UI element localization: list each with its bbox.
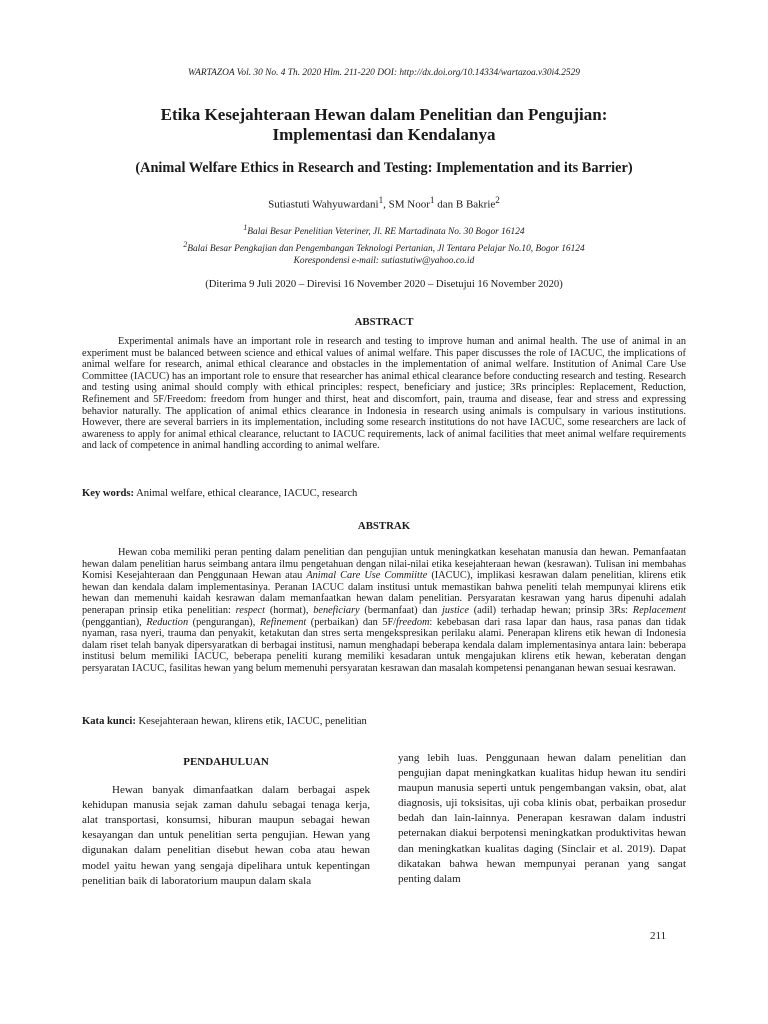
affiliation-1 [60,222,708,239]
abstrak-segment: (IACUC), implikasi kesrawan dalam penelitian, klirens etik hewan dan kendala dalam implementasinya. Peranan IACUC dalam institusi untuk memastikan bahwa peneliti telah mempunyai klirens etik hewan dan memenuhi kaidah kesrawan dalam memanfaatkan hewan dalam penelitian. Persyaratan kesrawan yang harus dipenuhi adalah penerapan prinsip etika penelitian: [82,570,686,616]
abstract-text [82,336,686,452]
abstrak-segment: (penggantian), [82,616,147,628]
abstrak-segment: Hewan coba memiliki peran penting dalam penelitian dan pengujian untuk meningkatkan kesehatan manusia dan hewan. Pemanfaatan hewan dalam penelitian harus seimbang antara ilmu pengetahuan dengan nilai-nilai etika kesejahteraan hewan (kesrawan). Tulisan ini membahas Komisi Kesejahteraan dan Penggunaan Hewan atau [82,547,686,582]
correspondence-email: Korespondensi e-mail: sutiastutiw@yahoo.co.id [293,256,475,267]
intro-right-column [398,751,686,887]
abstrak-italic-term: Replacement [632,604,686,616]
keywords [82,488,686,499]
abstrak-italic-term: Animal Care Use Commiitte [306,570,428,582]
author-affiliation-mark: 2 [495,195,500,205]
abstrak-italic-term: justice [442,604,469,616]
kata-kunci-label: Kata kunci: [82,716,136,727]
affiliation-mark: 1 [243,223,248,232]
page-number: 211 [650,930,667,942]
kata-kunci [82,716,686,727]
author-name: Sutiastuti Wahyuwardani [268,198,379,211]
abstrak-segment: (bermanfaat) dan [359,604,443,616]
affiliation-mark: 2 [183,239,188,249]
abstrak-italic-term: Reduction [146,616,189,628]
article-subtitle: (Animal Welfare Ethics in Research and Testing: Implementation and its Barrier) [135,160,633,176]
abstrak-italic-term: beneficiary [313,604,360,616]
abstract-paragraph: Experimental animals have an important role in research and testing to improve human and animal health. The use of animal in an experiment must be balanced between science and ethical values of animal welfare. This paper discusses the role of IACUC, the implications of animal welfare for research, animal ethical clearance and obstacles in the implementation of animal welfare. Institution of Animal Care Use Committee (IACUC) has an important role to ensure that researcher has animal ethical clearance before conducting research and testing. Research and testing using animal should comply with ethical principles: respect, beneficiary and justice; 3Rs principles: Replacement, Reduction, Refinement and 5F/Freedom: freedom from hunger and thirst, heat and discomfort, pain, trauma and disease, fear and stress and expressing behavior naturally. The application of animal ethics clearance in Indonesia in research using animals is compulsary in various institutions. However, there are several barriers in its implementation, including some research institutions do not have IACUC, some researchers are lack of awareness to apply for animal ethical clearance, reluctant to IACUC requirements, lack of animal facilities that meet animal welfare requirements and lack of competence in animal handling according to animal welfare. [82,336,686,452]
author-affiliation-mark: 1 [378,195,384,205]
abstract-heading: ABSTRACT [354,316,414,328]
abstrak-text [82,547,686,675]
kata-kunci-values: Kesejahteraan hewan, klirens etik, IACUC, penelitian [135,716,367,727]
intro-left-column [82,752,370,889]
intro-paragraph: Hewan banyak dimanfaatkan dalam berbagai aspek kehidupan manusia sejak zaman dahulu sebagai tenaga kerja, alat transportasi, konsumsi, hiburan maupun sebagai hewan kesayangan dan untuk penelitian serta pengujian. Hewan yang digunakan dalam penelitian disebut hewan coba atau hewan model yaitu hewan yang sengaja dipelihara untuk kepentingan penelitian baik di laboratorium maupun dalam skala [82,784,370,887]
affiliation-2 [60,239,708,256]
abstrak-italic-term: respect [235,604,265,616]
author-separator: dan [434,198,456,211]
keywords-values: Animal welfare, ethical clearance, IACUC, research [134,488,358,499]
abstrak-segment: (hormat), [265,604,314,616]
submission-dates: (Diterima 9 Juli 2020 – Direvisi 16 November 2020 – Disetujui 16 November 2020) [205,279,563,290]
journal-reference: WARTAZOA Vol. 30 No. 4 Th. 2020 Hlm. 211-220 DOI: http://dx.doi.org/10.14334/wartazoa.v30i4.2529 [188,68,580,78]
abstrak-italic-term: Refinement [259,616,307,628]
abstrak-heading: ABSTRAK [357,520,411,532]
affiliation-text: Balai Besar Pengkajian dan Pengembangan Teknologi Pertanian, Jl Tentara Pelajar No.10, Bogor 16124 [187,243,585,254]
abstrak-italic-term: freedom [396,616,430,628]
author-separator: , [383,198,389,211]
abstrak-segment: (adil) terhadap hewan; prinsip 3Rs: [468,604,633,616]
affiliation-text: Balai Besar Penelitian Veteriner, Jl. RE Martadinata No. 30 Bogor 16124 [247,227,525,238]
author-list [0,195,768,211]
author-name: B Bakrie [455,198,496,211]
affiliations [60,222,708,268]
abstrak-segment: (perbaikan) dan 5F/ [306,616,397,628]
author-name: SM Noor [388,198,430,211]
intro-paragraph-continued: yang lebih luas. Penggunaan hewan dalam penelitian dan pengujian dapat meningkatkan kualitas hidup hewan itu sendiri maupun manusia seperti untuk pengembangan vaksin, obat, alat diagnosis, uji toksisitas, uji coba klinis obat, perbaikan prosedur bedah dan lain-lainnya. Penerapan kesrawan dalam industri peternakan diakui berpotensi meningkatkan produktivitas hewan dan meningkatkan kualitas daging (Sinclair et al. 2019). Dapat dikatakan bahwa hewan mempunyai peranan yang sangat penting dalam [398,752,686,885]
title-line-2: Implementasi dan Kendalanya [272,125,496,144]
abstrak-segment: : kebebasan dari rasa lapar dan haus, rasa panas dan tidak nyaman, rasa nyeri, trauma dan penyakit, ketakutan dan stres serta mengekspresikan perilaku alami. Penerapan klirens etik hewan di Indonesia dalam riset telah banyak dipersyaratkan di berbagai institusi, namun menghadapi beberapa kendala dalam implementasinya antara lain: beberapa institusi belum memiliki IACUC, beberapa peneliti kurang memiliki kesadaran untuk mengajukan klirens etik hewan, keberatan dengan persyaratan IACUC, fasilitas hewan yang belum memenuhi persyaratan kesrawan dan masalah kompetensi penanganan hewan sesuai kesrawan. [82,616,686,674]
keywords-label: Key words: [82,488,135,499]
title-line-1: Etika Kesejahteraan Hewan dalam Penelitian dan Pengujian: [160,105,608,124]
article-title [60,105,708,145]
author-affiliation-mark: 1 [429,195,435,205]
abstrak-segment: (pengurangan), [188,616,260,628]
intro-heading: PENDAHULUAN [183,756,269,768]
